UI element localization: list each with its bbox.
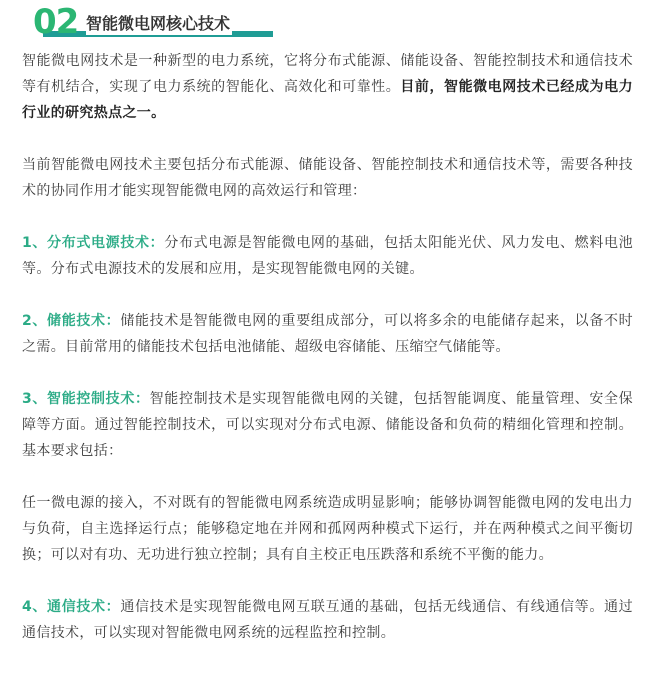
section-text: 分布式电源是智能微电网的基础，包括太阳能光伏、风力发电、燃料电池等。分布式电源技术的发展和应用，是实现智能微电网的关键。 [22, 235, 633, 277]
section-smart-control [22, 386, 633, 464]
paragraph-gap [22, 568, 633, 594]
intro-text: 智能微电网技术是一种新型的电力系统，它将分布式能源、储能设备、智能控制技术和通信技术等有机结合，实现了电力系统的智能化、高效化和可靠性。 [22, 53, 633, 95]
requirements-paragraph: 任一微电源的接入，不对既有的智能微电网系统造成明显影响；能够协调智能微电网的发电出力与负荷，自主选择运行点；能够稳定地在并网和孤网两种模式下运行，并在两种模式之间平衡切换；可以对有功、无功进行独立控制；具有自主校正电压跌落和系统不平衡的能力。 [22, 495, 633, 563]
intro-bold-text: 目前，智能微电网技术已经成为电力行业的研究热点之一。 [22, 79, 633, 121]
paragraph-gap [22, 204, 633, 230]
section-text: 通信技术是实现智能微电网互联互通的基础，包括无线通信、有线通信等。通过通信技术，可以实现对智能微电网系统的远程监控和控制。 [22, 599, 633, 641]
intro-paragraph [22, 48, 633, 126]
section-energy-storage [22, 308, 633, 360]
section-header [33, 0, 633, 46]
paragraph-gap [22, 360, 633, 386]
paragraph-gap [22, 464, 633, 490]
section-label: 4、通信技术： [22, 599, 121, 615]
section-label: 3、智能控制技术： [22, 391, 150, 407]
section-label: 1、分布式电源技术： [22, 235, 165, 251]
paragraph-gap [22, 126, 633, 152]
section-text: 智能控制技术是实现智能微电网的关键，包括智能调度、能量管理、安全保障等方面。通过智能控制技术，可以实现对分布式电源、储能设备和负荷的精细化管理和控制。基本要求包括： [22, 391, 633, 459]
paragraph-gap [22, 282, 633, 308]
section-label: 2、储能技术： [22, 313, 121, 329]
overview-paragraph: 当前智能微电网技术主要包括分布式能源、储能设备、智能控制技术和通信技术等，需要各种技术的协同作用才能实现智能微电网的高效运行和管理： [22, 157, 633, 199]
section-text: 储能技术是智能微电网的重要组成部分，可以将多余的电能储存起来，以备不时之需。目前常用的储能技术包括电池储能、超级电容储能、压缩空气储能等。 [22, 313, 633, 355]
section-number: 02 [33, 2, 79, 42]
section-title: 智能微电网核心技术 [86, 14, 231, 33]
section-communication [22, 594, 633, 646]
section-distributed-power [22, 230, 633, 282]
